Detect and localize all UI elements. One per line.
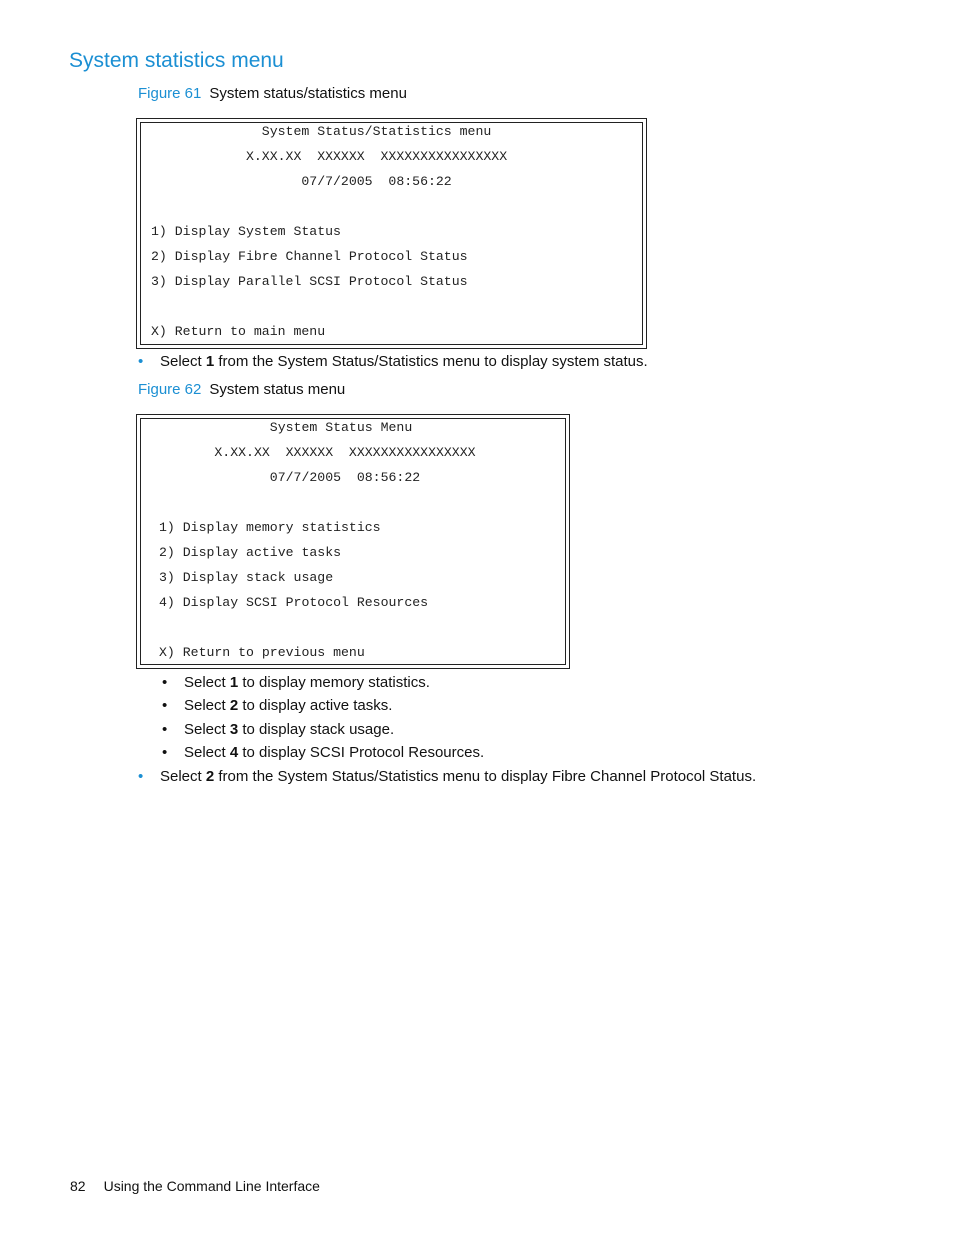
terminal-line: System Status/Statistics menu — [151, 124, 492, 139]
bullet-text: Select — [184, 674, 230, 691]
bullet-icon: • — [162, 721, 168, 738]
bullet-icon: • — [162, 744, 168, 761]
figure-61-caption — [138, 84, 407, 104]
page-footer — [70, 1178, 320, 1194]
bullet-text: to display active tasks. — [238, 697, 393, 714]
sub-bullet-item — [162, 743, 484, 763]
terminal-line: 2) Display Fibre Channel Protocol Status — [151, 249, 468, 264]
terminal-line: 3) Display Parallel SCSI Protocol Status — [151, 274, 468, 289]
terminal-line: 1) Display memory statistics — [159, 520, 381, 535]
bullet-text: Select — [184, 697, 230, 714]
chapter-title: Using the Command Line Interface — [103, 1178, 320, 1194]
bullet-text: Select — [184, 744, 230, 761]
terminal-line: System Status Menu — [159, 420, 413, 435]
figure-62-caption-text: System status menu — [209, 381, 346, 398]
terminal-line: X) Return to previous menu — [159, 645, 365, 660]
terminal-line: X.XX.XX XXXXXX XXXXXXXXXXXXXXXX — [151, 149, 508, 164]
sub-bullet-item — [162, 696, 392, 716]
bullet-text: to display memory statistics. — [238, 674, 430, 691]
bullet-bold: 1 — [205, 353, 215, 370]
bullet-icon: • — [138, 353, 144, 370]
bullet-text: to display stack usage. — [238, 721, 395, 738]
bullet-text: Select — [160, 353, 206, 370]
figure-61-terminal-box — [136, 118, 647, 349]
sub-bullet-item — [162, 720, 394, 740]
terminal-line: 07/7/2005 08:56:22 — [151, 174, 452, 189]
bullet-text: Select — [184, 721, 230, 738]
terminal-line: X) Return to main menu — [151, 324, 326, 339]
bullet-text: from the System Status/Statistics menu to display system status. — [214, 353, 648, 370]
figure-61-caption-text: System status/statistics menu — [209, 85, 407, 102]
bullet-text: from the System Status/Statistics menu to display Fibre Channel Protocol Status. — [214, 768, 757, 785]
bullet-text: to display SCSI Protocol Resources. — [238, 744, 485, 761]
figure-61-label: Figure 61 — [138, 85, 202, 102]
section-title: System statistics menu — [69, 49, 284, 72]
bullet-icon: • — [162, 697, 168, 714]
bullet-bold: 1 — [229, 674, 239, 691]
terminal-line: 3) Display stack usage — [159, 570, 334, 585]
bullet-text: Select — [160, 768, 206, 785]
bullet-item-select-1 — [138, 352, 648, 372]
bullet-item-select-2 — [138, 767, 756, 787]
bullet-bold: 4 — [229, 744, 239, 761]
page-number: 82 — [70, 1178, 86, 1194]
bullet-bold: 2 — [229, 697, 239, 714]
terminal-line: X.XX.XX XXXXXX XXXXXXXXXXXXXXXX — [159, 445, 476, 460]
figure-62-terminal-box — [136, 414, 570, 669]
terminal-line: 07/7/2005 08:56:22 — [159, 470, 421, 485]
bullet-icon: • — [138, 768, 144, 785]
terminal-line: 4) Display SCSI Protocol Resources — [159, 595, 429, 610]
bullet-icon: • — [162, 674, 168, 691]
sub-bullet-item — [162, 673, 430, 693]
terminal-line: 1) Display System Status — [151, 224, 341, 239]
bullet-bold: 3 — [229, 721, 239, 738]
terminal-line: 2) Display active tasks — [159, 545, 342, 560]
figure-62-label: Figure 62 — [138, 381, 202, 398]
bullet-bold: 2 — [205, 768, 215, 785]
figure-62-caption — [138, 380, 345, 400]
